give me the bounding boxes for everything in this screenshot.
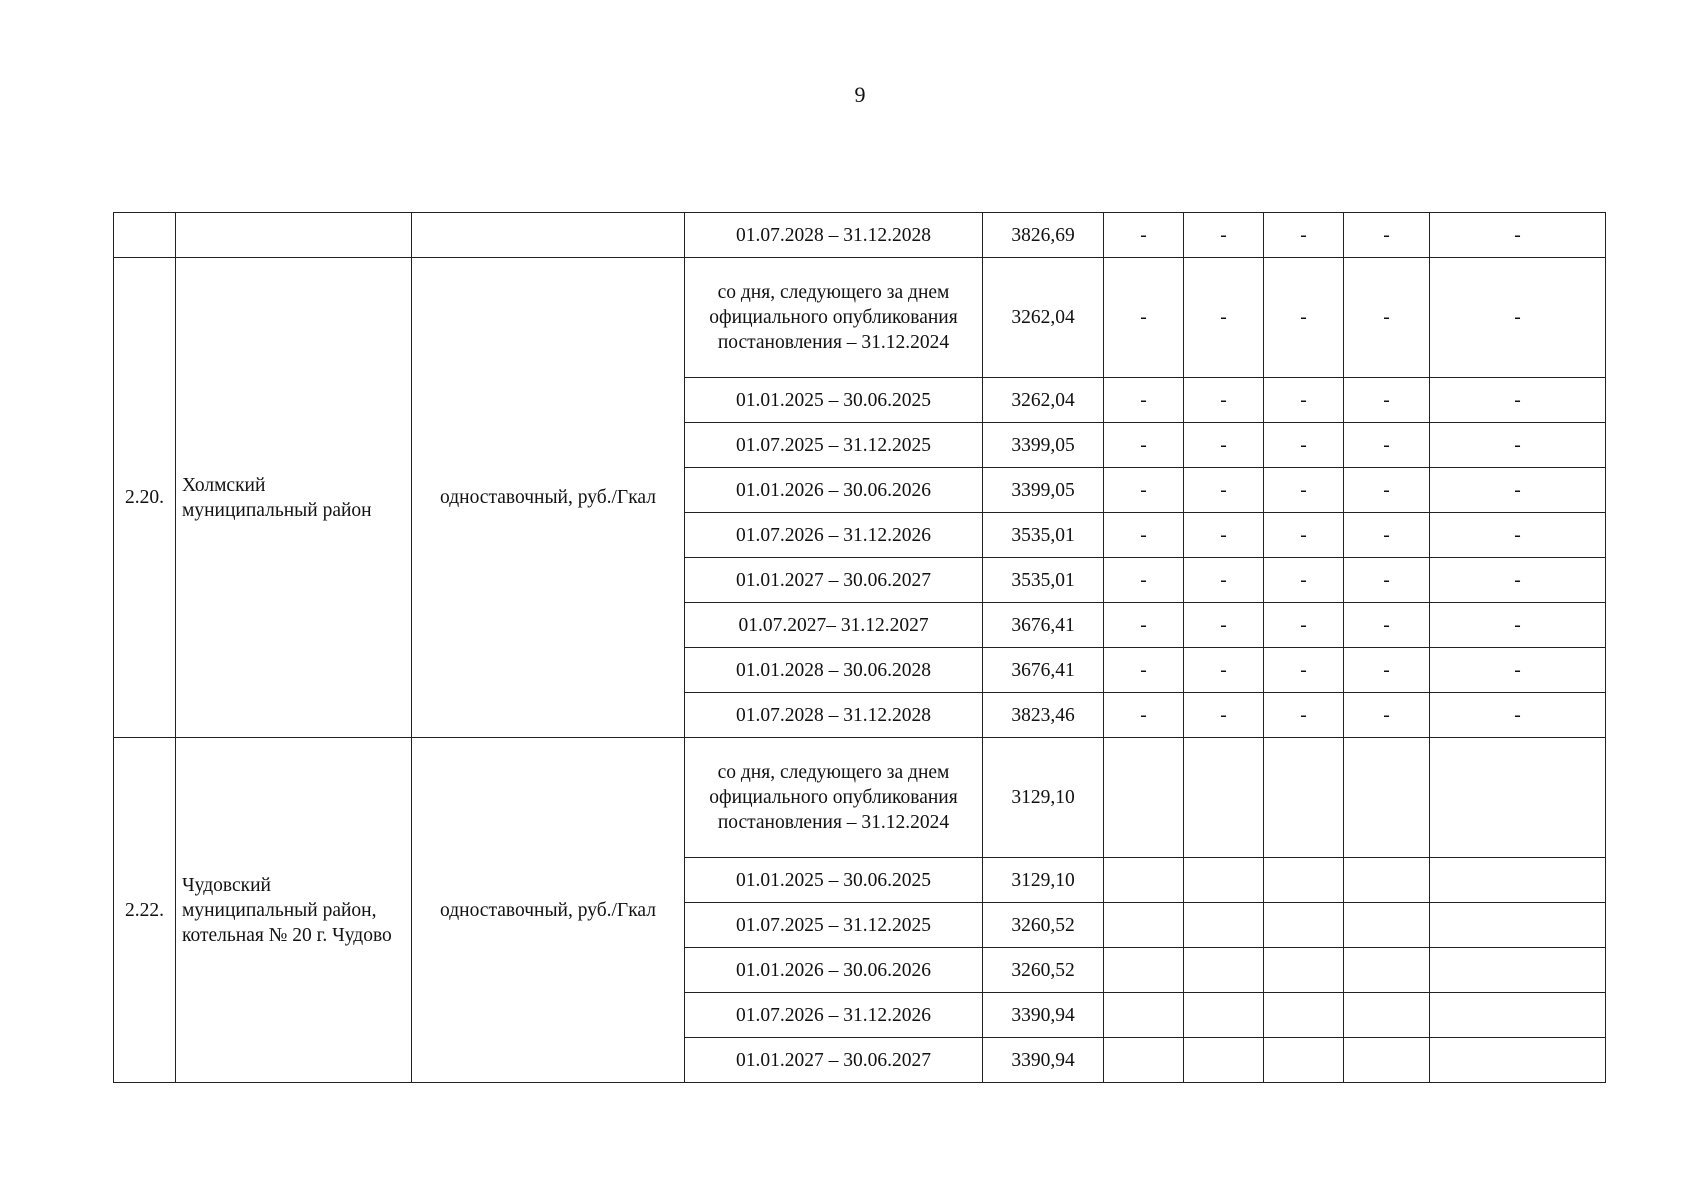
extra-cell: - <box>1104 423 1184 468</box>
tariff-value-cell: 3676,41 <box>983 603 1104 648</box>
extra-cell: - <box>1344 258 1430 378</box>
tariff-value-cell: 3399,05 <box>983 423 1104 468</box>
extra-cell: - <box>1344 558 1430 603</box>
extra-cell: - <box>1264 558 1344 603</box>
extra-cell: - <box>1344 513 1430 558</box>
extra-cell: - <box>1184 423 1264 468</box>
extra-cell <box>1344 1038 1430 1083</box>
tariff-value-cell: 3826,69 <box>983 213 1104 258</box>
territory-cell: Чудовский муниципальный район, котельная № 20 г. Чудово <box>176 738 412 1083</box>
page-number: 9 <box>854 82 866 107</box>
extra-cell: - <box>1430 558 1606 603</box>
extra-cell: - <box>1184 468 1264 513</box>
extra-cell: - <box>1264 513 1344 558</box>
tariff-value-cell: 3399,05 <box>983 468 1104 513</box>
extra-cell: - <box>1104 378 1184 423</box>
extra-cell <box>1430 858 1606 903</box>
period-cell: 01.07.2026 – 31.12.2026 <box>685 513 983 558</box>
extra-cell: - <box>1344 648 1430 693</box>
extra-cell <box>1104 993 1184 1038</box>
extra-cell: - <box>1430 603 1606 648</box>
extra-cell <box>1184 903 1264 948</box>
period-cell: 01.01.2027 – 30.06.2027 <box>685 1038 983 1083</box>
period-cell: 01.01.2027 – 30.06.2027 <box>685 558 983 603</box>
table-row-continuation <box>114 213 1606 258</box>
extra-cell: - <box>1264 258 1344 378</box>
extra-cell <box>1430 903 1606 948</box>
extra-cell <box>1104 858 1184 903</box>
extra-cell: - <box>1430 693 1606 738</box>
extra-cell <box>1264 738 1344 858</box>
territory-cell: Холмский муниципальный район <box>176 258 412 738</box>
tariff-value-cell: 3535,01 <box>983 513 1104 558</box>
extra-cell <box>1344 948 1430 993</box>
extra-cell: - <box>1264 648 1344 693</box>
period-cell: 01.07.2025 – 31.12.2025 <box>685 423 983 468</box>
extra-cell <box>1430 1038 1606 1083</box>
period-cell: со дня, следующего за днем официального опубликования постановления – 31.12.2024 <box>685 258 983 378</box>
extra-cell: - <box>1264 468 1344 513</box>
extra-cell: - <box>1430 648 1606 693</box>
period-cell: 01.07.2028 – 31.12.2028 <box>685 693 983 738</box>
extra-cell <box>1184 858 1264 903</box>
extra-cell: - <box>1104 603 1184 648</box>
tariff-value-cell: 3262,04 <box>983 258 1104 378</box>
tariff-type-cell <box>412 213 685 258</box>
extra-cell: - <box>1430 213 1606 258</box>
extra-cell: - <box>1184 378 1264 423</box>
table-row <box>114 258 1606 378</box>
extra-cell: - <box>1104 213 1184 258</box>
extra-cell <box>1104 1038 1184 1083</box>
period-cell: 01.07.2026 – 31.12.2026 <box>685 993 983 1038</box>
territory-cell <box>176 213 412 258</box>
extra-cell: - <box>1184 558 1264 603</box>
extra-cell: - <box>1104 648 1184 693</box>
extra-cell <box>1104 948 1184 993</box>
extra-cell: - <box>1264 693 1344 738</box>
period-cell: 01.07.2028 – 31.12.2028 <box>685 213 983 258</box>
extra-cell: - <box>1430 513 1606 558</box>
tariff-value-cell: 3823,46 <box>983 693 1104 738</box>
period-cell: 01.01.2026 – 30.06.2026 <box>685 948 983 993</box>
extra-cell: - <box>1344 468 1430 513</box>
table-row <box>114 738 1606 858</box>
extra-cell: - <box>1184 513 1264 558</box>
tariff-type-cell: одноставочный, руб./Гкал <box>412 258 685 738</box>
extra-cell <box>1264 993 1344 1038</box>
extra-cell <box>1344 738 1430 858</box>
section-number-cell <box>114 213 176 258</box>
period-cell: 01.01.2025 – 30.06.2025 <box>685 378 983 423</box>
period-cell: 01.01.2026 – 30.06.2026 <box>685 468 983 513</box>
tariff-value-cell: 3262,04 <box>983 378 1104 423</box>
extra-cell: - <box>1344 603 1430 648</box>
extra-cell: - <box>1104 468 1184 513</box>
extra-cell: - <box>1344 693 1430 738</box>
extra-cell: - <box>1344 378 1430 423</box>
period-cell: 01.01.2025 – 30.06.2025 <box>685 858 983 903</box>
extra-cell: - <box>1264 603 1344 648</box>
extra-cell <box>1344 858 1430 903</box>
extra-cell: - <box>1264 378 1344 423</box>
extra-cell: - <box>1184 258 1264 378</box>
section-number-cell: 2.20. <box>114 258 176 738</box>
extra-cell: - <box>1184 603 1264 648</box>
period-cell: со дня, следующего за днем официального опубликования постановления – 31.12.2024 <box>685 738 983 858</box>
extra-cell <box>1184 738 1264 858</box>
period-cell: 01.07.2027– 31.12.2027 <box>685 603 983 648</box>
extra-cell <box>1184 1038 1264 1083</box>
extra-cell: - <box>1264 423 1344 468</box>
tariff-value-cell: 3129,10 <box>983 858 1104 903</box>
tariff-value-cell: 3676,41 <box>983 648 1104 693</box>
extra-cell <box>1264 1038 1344 1083</box>
extra-cell <box>1344 993 1430 1038</box>
section-number-cell: 2.22. <box>114 738 176 1083</box>
tariff-value-cell: 3390,94 <box>983 993 1104 1038</box>
extra-cell: - <box>1430 378 1606 423</box>
extra-cell: - <box>1430 258 1606 378</box>
period-cell: 01.01.2028 – 30.06.2028 <box>685 648 983 693</box>
period-cell: 01.07.2025 – 31.12.2025 <box>685 903 983 948</box>
extra-cell <box>1430 738 1606 858</box>
extra-cell: - <box>1104 258 1184 378</box>
tariff-table <box>113 212 1606 1083</box>
extra-cell: - <box>1264 213 1344 258</box>
extra-cell <box>1184 948 1264 993</box>
extra-cell: - <box>1344 423 1430 468</box>
extra-cell: - <box>1104 693 1184 738</box>
tariff-type-cell: одноставочный, руб./Гкал <box>412 738 685 1083</box>
extra-cell: - <box>1344 213 1430 258</box>
extra-cell: - <box>1104 513 1184 558</box>
extra-cell: - <box>1104 558 1184 603</box>
extra-cell <box>1264 948 1344 993</box>
tariff-value-cell: 3535,01 <box>983 558 1104 603</box>
extra-cell: - <box>1184 648 1264 693</box>
tariff-value-cell: 3390,94 <box>983 1038 1104 1083</box>
tariff-value-cell: 3260,52 <box>983 903 1104 948</box>
extra-cell <box>1104 903 1184 948</box>
extra-cell <box>1104 738 1184 858</box>
tariff-value-cell: 3260,52 <box>983 948 1104 993</box>
extra-cell: - <box>1430 468 1606 513</box>
tariff-value-cell: 3129,10 <box>983 738 1104 858</box>
extra-cell <box>1344 903 1430 948</box>
extra-cell <box>1430 948 1606 993</box>
extra-cell: - <box>1184 213 1264 258</box>
extra-cell <box>1264 903 1344 948</box>
extra-cell <box>1430 993 1606 1038</box>
extra-cell: - <box>1430 423 1606 468</box>
tariff-table-body <box>114 213 1606 1083</box>
extra-cell <box>1264 858 1344 903</box>
extra-cell: - <box>1184 693 1264 738</box>
extra-cell <box>1184 993 1264 1038</box>
